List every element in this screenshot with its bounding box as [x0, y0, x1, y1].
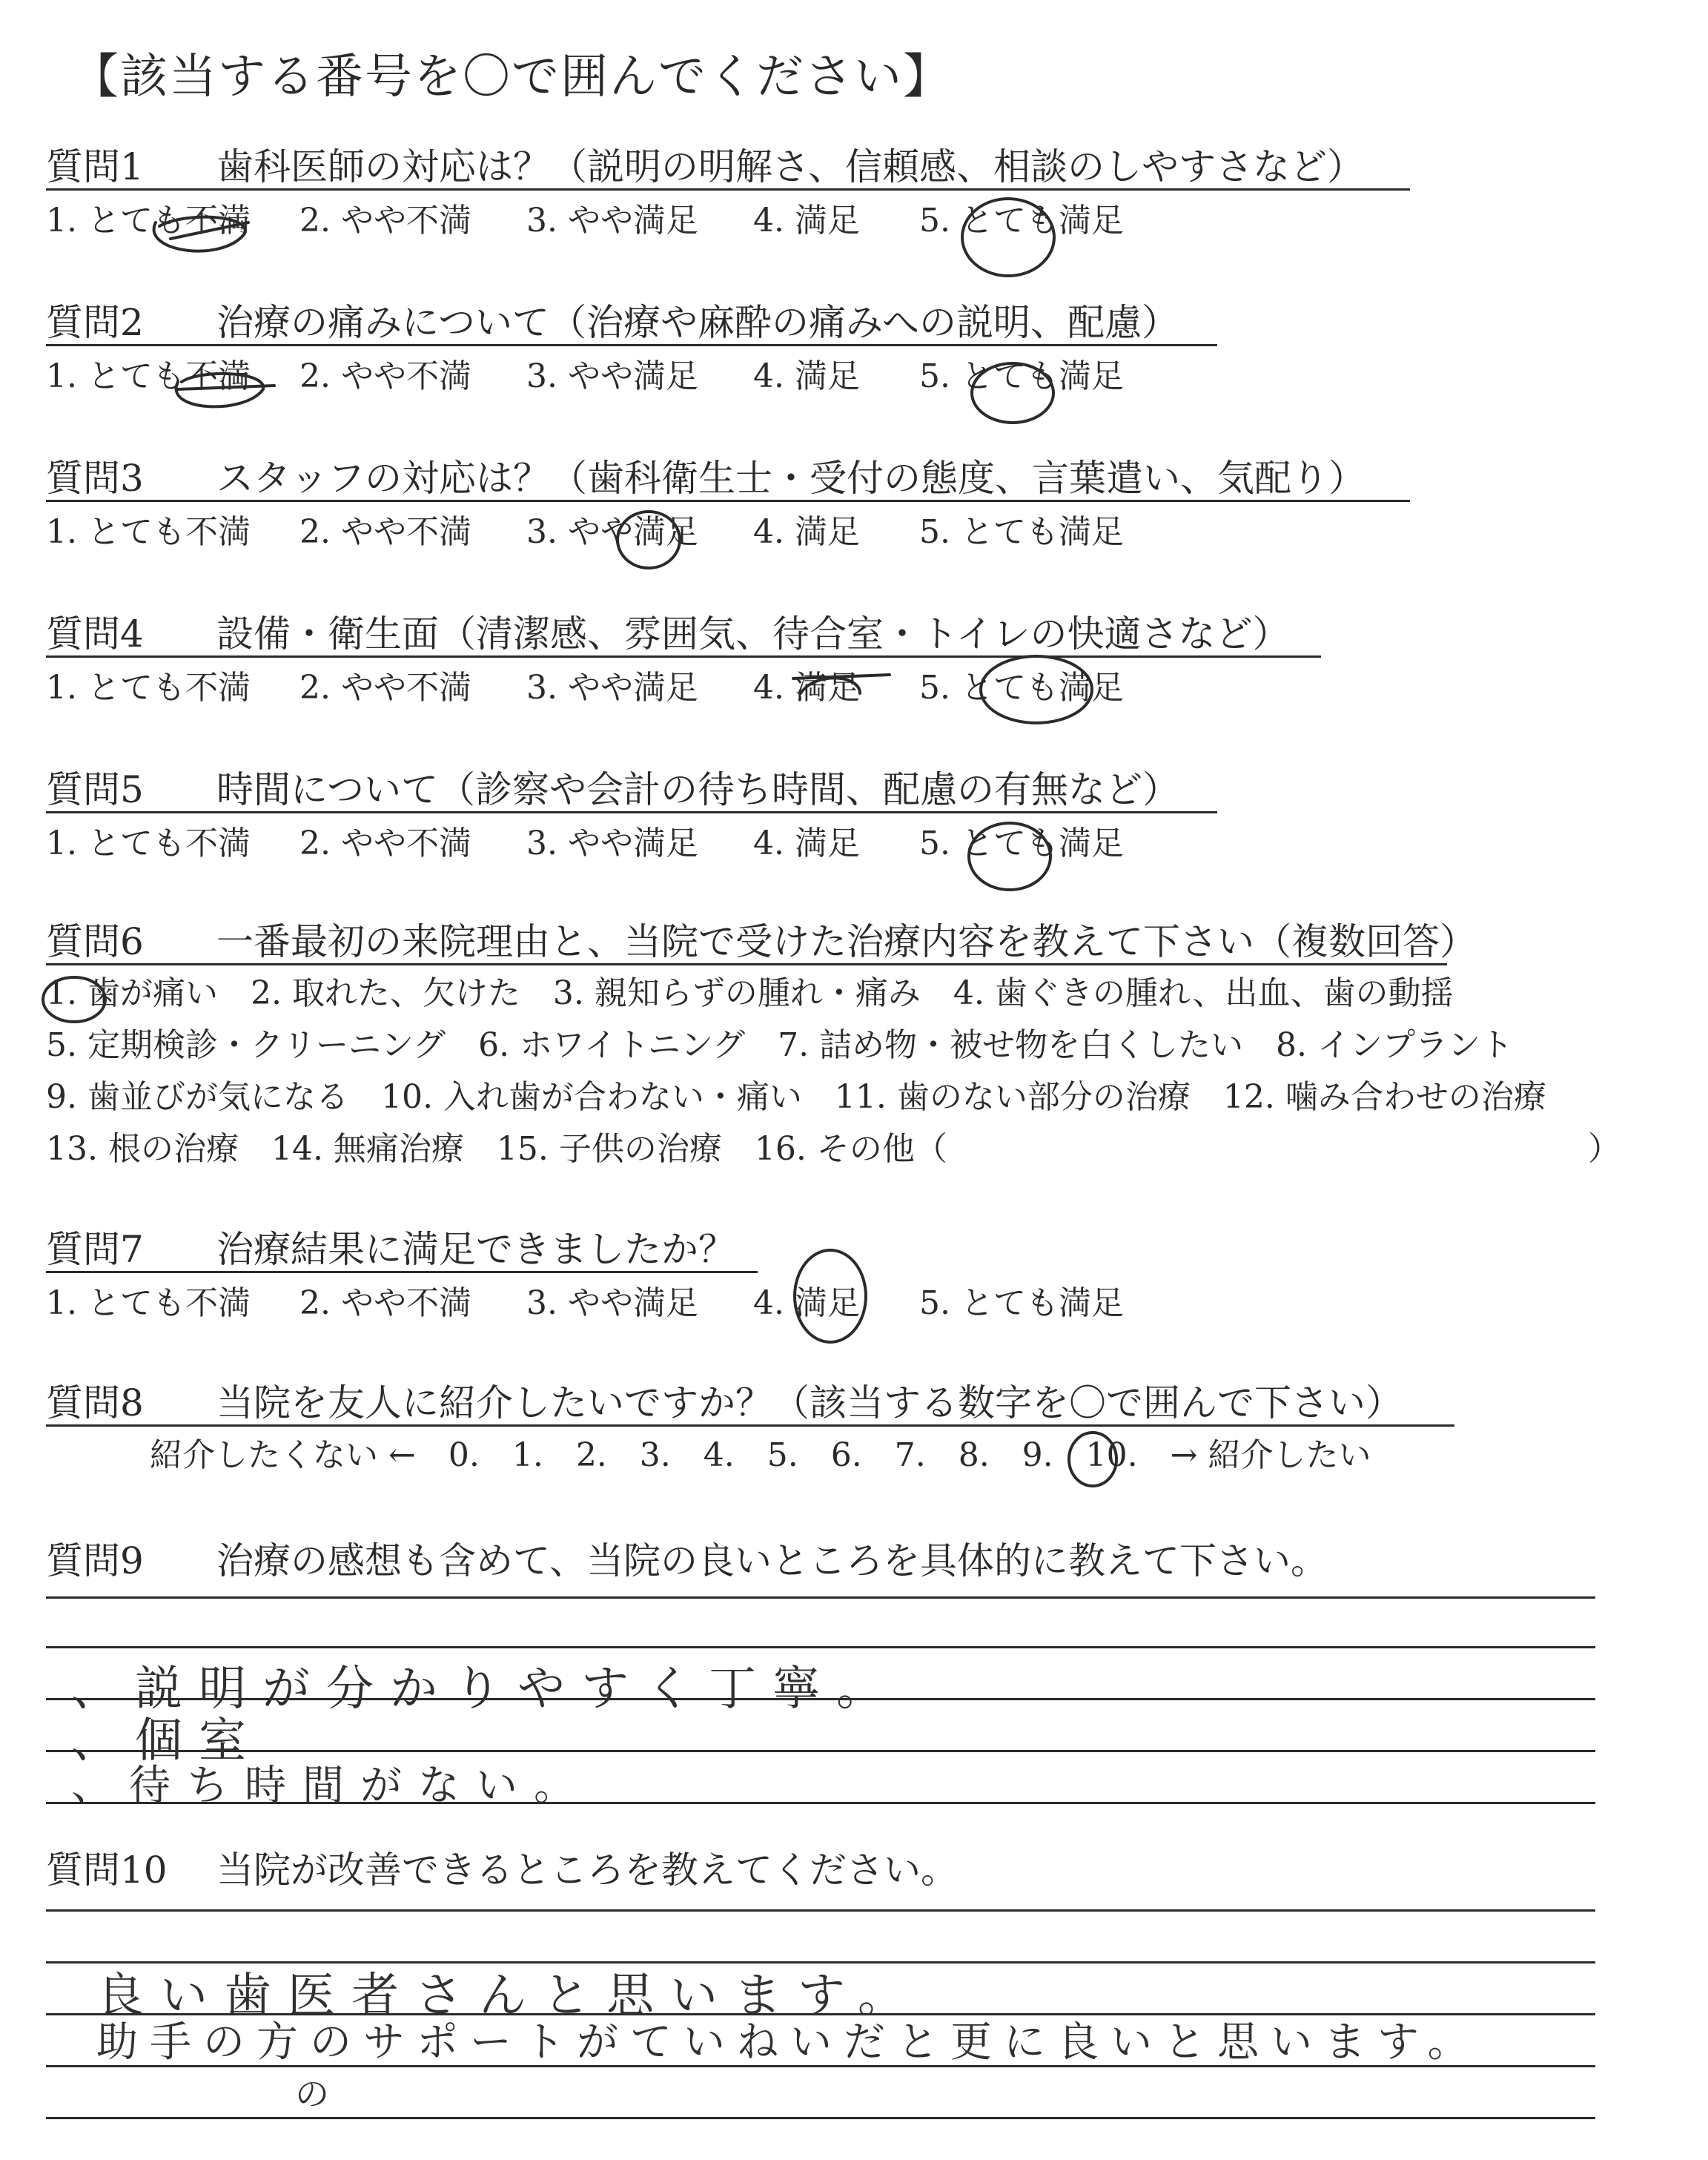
question-number: 質問6	[46, 920, 144, 963]
option-5[interactable]: 5. とても満足	[919, 202, 1124, 240]
question-4-heading	[46, 612, 1290, 656]
question-number: 質問9	[46, 1539, 144, 1582]
question-text: 一番最初の来院理由と、当院で受けた治療内容を教えて下さい（複数回答）	[216, 920, 1477, 963]
question-underline	[46, 655, 1321, 658]
question-number: 質問10	[46, 1849, 168, 1892]
question-number: 質問5	[46, 768, 144, 811]
q6-options-row-2[interactable]: 5. 定期検診・クリーニング 6. ホワイトニング 7. 詰め物・被せ物を白くしたい 8. インプラント	[46, 1026, 1514, 1064]
question-underline	[46, 1424, 1454, 1427]
question-2-heading	[46, 300, 1179, 345]
question-underline	[46, 1271, 758, 1273]
option-5[interactable]: 5. とても満足	[919, 669, 1124, 707]
question-underline	[46, 188, 1410, 191]
question-text: 時間について（診察や会計の待ち時間、配慮の有無など）	[216, 768, 1179, 811]
question-9-heading	[46, 1539, 1328, 1583]
option-2[interactable]: 2. やや不満	[299, 357, 471, 395]
option-2[interactable]: 2. やや不満	[299, 202, 471, 240]
option-3[interactable]: 3. やや満足	[526, 513, 698, 551]
q6-options-row-1[interactable]: 1. 歯が痛い 2. 取れた、欠けた 3. 親知らずの腫れ・痛み 4. 歯ぐきの腫れ、出血、歯の動揺	[46, 974, 1454, 1012]
question-underline	[46, 963, 1447, 965]
option-1[interactable]: 1. とても不満	[46, 669, 251, 707]
option-3[interactable]: 3. やや満足	[526, 357, 698, 395]
question-text: 治療の感想も含めて、当院の良いところを具体的に教えて下さい。	[216, 1539, 1328, 1582]
question-text: 設備・衛生面（清潔感、雰囲気、待合室・トイレの快適さなど）	[216, 612, 1290, 655]
question-number: 質問8	[46, 1381, 144, 1424]
answer-line	[46, 1750, 1595, 1752]
option-3[interactable]: 3. やや満足	[526, 825, 698, 862]
option-1[interactable]: 1. とても不満	[46, 357, 251, 395]
option-4[interactable]: 4. 満足	[753, 669, 860, 707]
option-2[interactable]: 2. やや不満	[299, 513, 471, 551]
question-underline	[46, 500, 1410, 502]
recommend-scale[interactable]: 紹介したくない ← 0. 1. 2. 3. 4. 5. 6. 7. 8. 9. 10. → 紹介したい	[150, 1436, 1371, 1474]
question-1-heading	[46, 145, 1364, 189]
option-2[interactable]: 2. やや不満	[299, 669, 471, 707]
option-4[interactable]: 4. 満足	[753, 1284, 860, 1322]
option-4[interactable]: 4. 満足	[753, 825, 860, 862]
option-5[interactable]: 5. とても満足	[919, 357, 1124, 395]
option-3[interactable]: 3. やや満足	[526, 1284, 698, 1322]
option-1[interactable]: 1. とても不満	[46, 825, 251, 862]
page-title: 【該当する番号を〇で囲んでください】	[71, 50, 952, 105]
question-3-heading	[46, 456, 1366, 501]
option-4[interactable]: 4. 満足	[753, 202, 860, 240]
answer-line	[46, 1596, 1595, 1599]
question-number: 質問3	[46, 457, 144, 500]
q6-options-row-4[interactable]: 13. 根の治療 14. 無痛治療 15. 子供の治療 16. その他（	[46, 1130, 947, 1168]
question-5-heading	[46, 767, 1179, 812]
question-text: 歯科医師の対応は？（説明の明解さ、信頼感、相談のしやすさなど）	[216, 145, 1364, 188]
option-1[interactable]: 1. とても不満	[46, 1284, 251, 1322]
question-8-heading	[46, 1381, 1403, 1425]
option-4[interactable]: 4. 満足	[753, 357, 860, 395]
question-6-heading	[46, 919, 1477, 964]
question-text: 当院を友人に紹介したいですか？（該当する数字を〇で囲んで下さい）	[216, 1381, 1403, 1424]
answer-line	[46, 1909, 1595, 1912]
question-number: 質問4	[46, 612, 144, 655]
option-3[interactable]: 3. やや満足	[526, 202, 698, 240]
option-5[interactable]: 5. とても満足	[919, 825, 1124, 862]
option-2[interactable]: 2. やや不満	[299, 825, 471, 862]
option-2[interactable]: 2. やや不満	[299, 1284, 471, 1322]
option-1[interactable]: 1. とても不満	[46, 513, 251, 551]
question-10-heading	[46, 1848, 958, 1892]
answer-line	[46, 2117, 1595, 2119]
question-7-heading	[46, 1227, 735, 1272]
question-text: 治療結果に満足できましたか？	[216, 1228, 735, 1271]
q10-answer-line-1: 良い歯医者さんと思います。	[96, 1969, 921, 2024]
option-3[interactable]: 3. やや満足	[526, 669, 698, 707]
question-text: スタッフの対応は？（歯科衛生士・受付の態度、言葉遣い、気配り）	[216, 457, 1366, 500]
question-text: 治療の痛みについて（治療や麻酔の痛みへの説明、配慮）	[216, 301, 1179, 344]
q9-answer-line-1: 、説明が分かりやすく丁寧。	[71, 1662, 900, 1717]
question-underline	[46, 811, 1217, 813]
question-number: 質問2	[46, 301, 144, 344]
q6-options-row-3[interactable]: 9. 歯並びが気になる 10. 入れ歯が合わない・痛い 11. 歯のない部分の治療 12. 噛み合わせの治療	[46, 1078, 1546, 1116]
question-number: 質問1	[46, 145, 144, 188]
q10-inserted-no: の	[295, 2074, 345, 2114]
option-5[interactable]: 5. とても満足	[919, 1284, 1124, 1322]
q9-answer-line-3: 、待ち時間がない。	[71, 1762, 592, 1810]
question-underline	[46, 344, 1217, 346]
q9-answer-line-2: 、個室	[71, 1714, 262, 1768]
answer-line	[46, 1646, 1595, 1648]
option-5[interactable]: 5. とても満足	[919, 513, 1124, 551]
question-number: 質問7	[46, 1228, 144, 1271]
q6-other-close-paren: ）	[1588, 1130, 1621, 1168]
option-1[interactable]: 1. とても不満	[46, 202, 251, 240]
option-4[interactable]: 4. 満足	[753, 513, 860, 551]
q10-answer-line-2: 助手の方のサポートがていねいだと更に良いと思います。	[96, 2018, 1481, 2067]
question-text: 当院が改善できるところを教えてください。	[216, 1849, 958, 1892]
